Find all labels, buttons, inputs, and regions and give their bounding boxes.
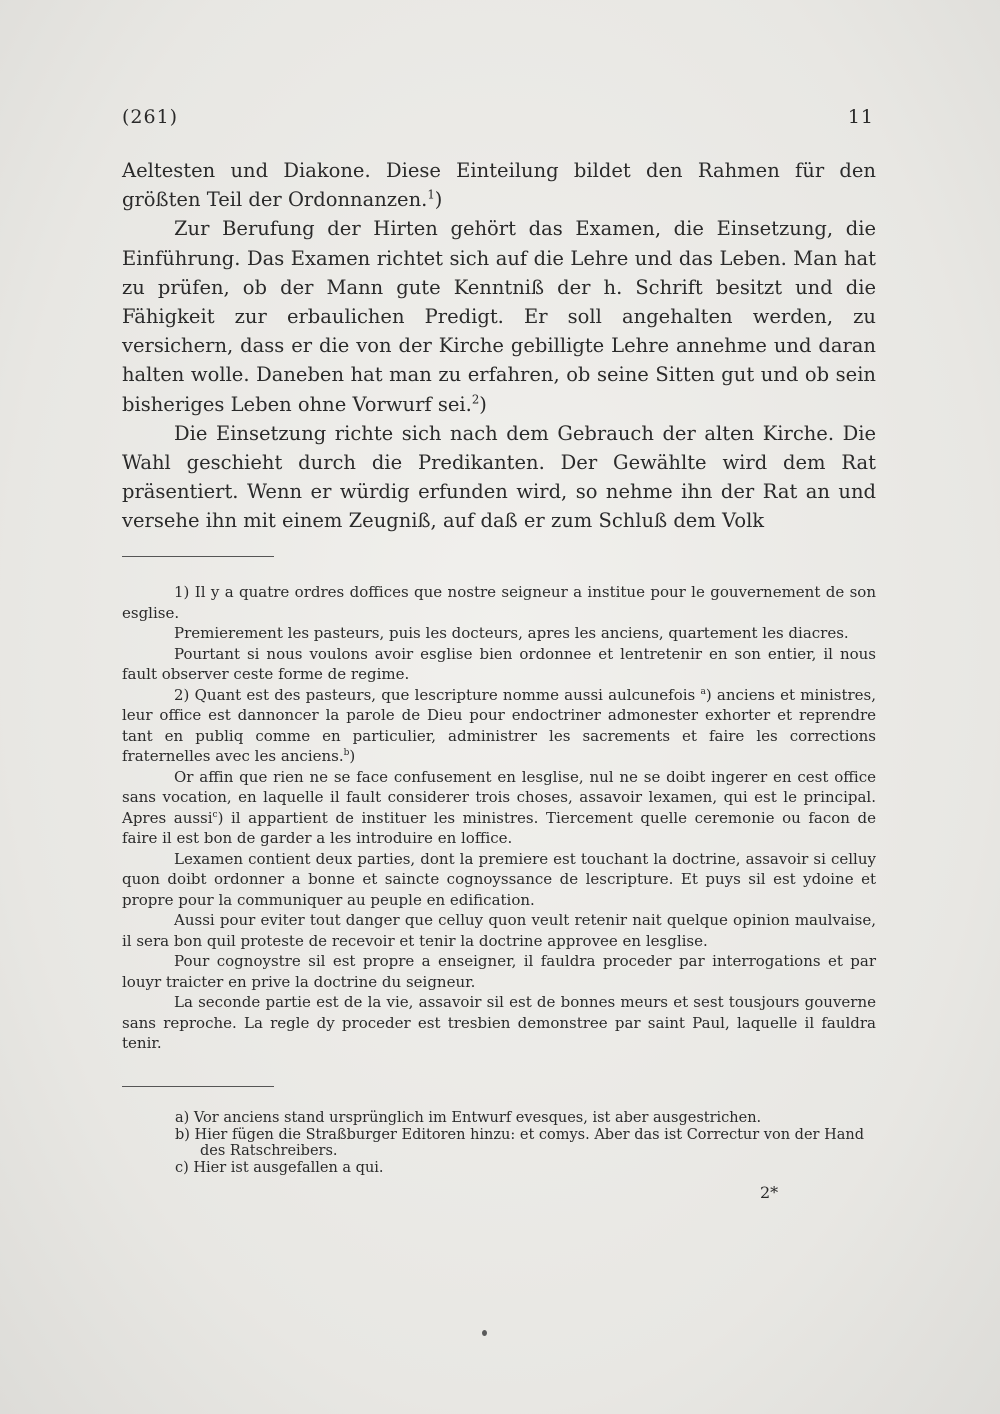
footnote-2-text: ) anciens et ministres, leur office est dannoncer la parole de Dieu pour endoctriner admonester exhorter et reprendre tant en publiq comme en particulier, administrer les sacrements et faire les corrections fraternelles avec les anciens. [122,685,876,765]
page-number-left: (261) [122,106,179,128]
footnote-1-cont: Pourtant si nous voulons avoir esglise bien ordonnee et lentretenir en son entier, il nous fault observer ceste forme de regime. [122,644,876,683]
footnote-2-cont: Pour cognoystre sil est propre a enseigner, il fauldra proceder par interrogations et par louyr traicter en prive la doctrine du seigneur. [122,952,876,991]
footnote-divider [122,556,274,557]
footnote-2 [122,685,876,767]
note-ref-b: b [343,748,350,758]
note-b: b) Hier fügen die Straßburger Editoren hinzu: et comys. Aber das ist Correctur von der Hand des Ratschreibers. [175,1126,864,1159]
footnotes-block [122,582,876,1054]
main-text [122,156,876,536]
footnote-2-cont [122,767,876,849]
footnote-2-text: ) il appartient de instituer les ministres. Tiercement quelle ceremonie ou facon de faire il est bon de garder a les introduire en loffice. [122,808,876,847]
footnote-ref-paren: ) [434,188,443,212]
note-c: c) Hier ist ausgefallen a qui. [175,1159,384,1176]
signature-mark: 2* [760,1183,779,1202]
paragraph-2 [122,214,876,418]
footnote-2-text: 2) Quant est des pasteurs, que lescripture nomme aussi aulcunefois [174,685,701,704]
footnote-2-cont: Aussi pour eviter tout danger que celluy quon veult retenir nait quelque opinion maulvaise, il sera bon quil proteste de recevoir et tenir la doctrine approvee en lesglise. [122,911,876,950]
footnote-ref-2: 2 [471,392,480,407]
note-a: a) Vor anciens stand ursprünglich im Entwurf evesques, ist aber ausgestrichen. [175,1110,762,1126]
footnote-2-text: ) [349,747,356,765]
footnote-ref-1: 1 [427,187,435,202]
footnote-1-cont: Premierement les pasteurs, puis les docteurs, apres les anciens, quartement les diacres. [174,624,849,642]
paragraph-3: Die Einsetzung richte sich nach dem Gebrauch der alten Kirche. Die Wahl geschieht durch die Predikanten. Der Gewählte wird dem Rat präsentiert. Wenn er würdig erfunden wird, so nehme ihn der Rat an und versehe ihn mit einem Zeugniß, auf daß er zum Schluß dem Volk [122,421,876,533]
paragraph-2-text: Zur Berufung der Hirten gehört das Examen, die Einsetzung, die Einführung. Das Examen richtet sich auf die Lehre und das Leben. Man hat zu prüfen, ob der Mann gute Kenntniß der h. Schrift besitzt und die Fähigkeit zur erbaulichen Predigt. Er soll angehalten werden, zu versichern, dass er die von der Kirche gebilligte Lehre annehme und daran halten wolle. Daneben hat man zu erfahren, ob seine Sitten gut und ob sein bisheriges Leben ohne Vorwurf sei. [122,217,876,416]
footnote-ref-paren: ) [479,392,487,416]
paragraph-1 [122,156,876,214]
ink-speck [482,1330,487,1336]
note-ref-c: c [212,809,218,820]
editorial-notes-divider [122,1086,274,1087]
footnote-2-cont: Lexamen contient deux parties, dont la premiere est touchant la doctrine, assavoir si celluy quon doibt ordonner a bonne et saincte cognoyssance de lescripture. Et puys sil est ydoine et propre pour la communiquer au peuple en edification. [122,849,876,909]
page-number-right: 11 [847,106,874,128]
running-header [122,106,874,128]
paragraph-1-text: Aeltesten und Diakone. Diese Einteilung bildet den Rahmen für den größten Teil der Ordonnanzen. [122,159,876,212]
footnote-1: 1) Il y a quatre ordres doffices que nostre seigneur a institue pour le gouvernement de son esglise. [122,583,876,622]
footnote-2-cont: La seconde partie est de la vie, assavoir sil est de bonnes meurs et sest tousjours gouverne sans reproche. La regle dy proceder est tresbien demonstree par saint Paul, laquelle il fauldra tenir. [122,993,876,1052]
note-ref-a: a [700,686,706,697]
editorial-notes [175,1110,880,1176]
footnote-2-text: Or affin que rien ne se face confusement en lesglise, nul ne se doibt ingerer en cest office sans vocation, en laquelle il fault considerer trois choses, assavoir lexamen, qui est le principal. Apres aussi [122,767,876,827]
